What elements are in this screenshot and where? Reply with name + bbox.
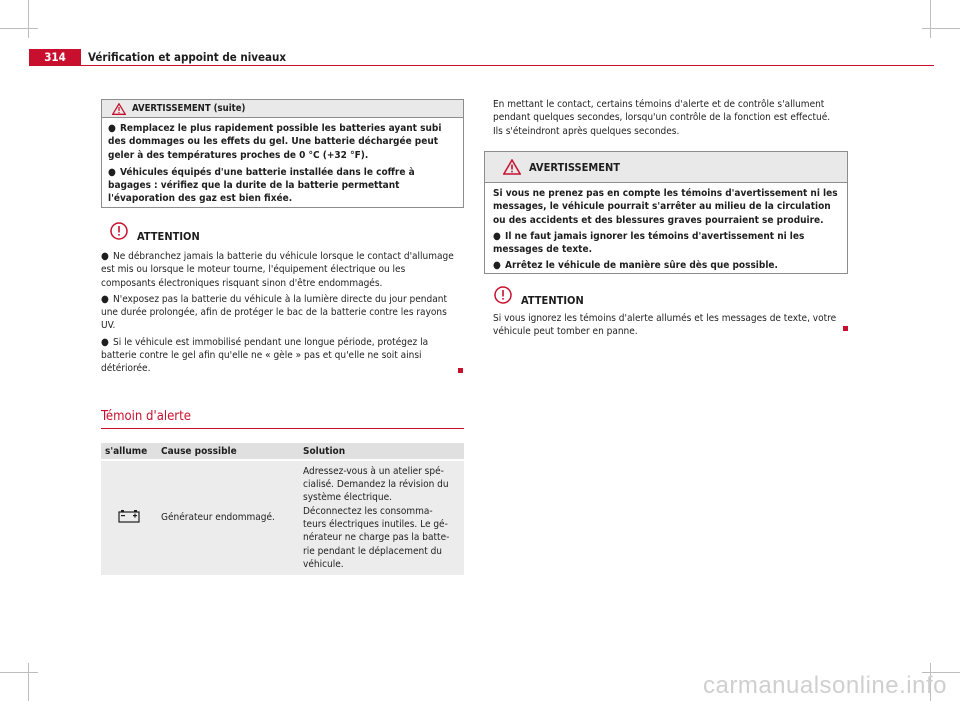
crop-mark: [28, 663, 29, 701]
bullet: ●: [493, 260, 501, 272]
table-cause-cell: Générateur endommagé.: [157, 460, 299, 575]
solution-line: véhicule.: [303, 558, 344, 570]
warning-box: [484, 151, 848, 274]
table-row: [101, 460, 464, 575]
table-solution-cell: [299, 460, 464, 575]
attention-item: [101, 250, 462, 290]
warning-triangle-icon: [503, 159, 521, 175]
warning-continued-title: AVERTISSEMENT (suite): [132, 103, 246, 114]
bullet: ●: [101, 336, 109, 348]
table-icon-cell: [101, 460, 157, 575]
crop-mark: [930, 0, 931, 38]
section-title: Témoin d'alerte: [101, 409, 191, 424]
end-marker: [843, 326, 848, 331]
battery-icon: [118, 509, 140, 523]
table-header-cell: Cause possible: [157, 443, 299, 460]
warning-item-text: Véhicules équipés d'une batterie installée dans le coffre à bagages : vérifiez que la durite de la batterie permettant l'évaporation des gaz est bien fixée.: [108, 166, 415, 205]
bullet: ●: [108, 166, 116, 178]
solution-line: nérateur ne charge pas la batte-: [303, 532, 450, 544]
solution-line: système électrique.: [303, 492, 392, 504]
attention-item-text: Ne débranchez jamais la batterie du véhicule lorsque le contact d'allumage est mis ou lorsque le moteur tourne, l'équipement électrique ou les composants électroniques risquant sinon d'être endommagés.: [101, 251, 454, 289]
attention-title: ATTENTION: [521, 294, 584, 307]
watermark: carmanualsonline.info: [703, 672, 947, 699]
table-header-cell: s'allume: [101, 443, 157, 460]
crop-mark: [0, 28, 38, 29]
warning-item: [108, 122, 457, 162]
warning-item: [108, 166, 457, 206]
intro-line: pendant quelques secondes, lorsqu'un contrôle de la fonction est effectué.: [493, 112, 831, 124]
bullet: ●: [101, 293, 109, 305]
bullet: ●: [101, 251, 109, 262]
table-header-row: [101, 443, 464, 460]
warning-triangle-icon: [112, 103, 126, 115]
intro-line: Ils s'éteindront après quelques secondes.: [493, 125, 680, 137]
attention-item-text: Si le véhicule est immobilisé pendant une longue période, protégez la batterie contre le gel afin qu'elle ne « gèle » pas et qu'elle ne soit ainsi détériorée.: [101, 336, 429, 375]
attention-item: [101, 336, 462, 376]
intro-line: En mettant le contact, certains témoins d'alerte et de contrôle s'allument: [493, 99, 825, 110]
solution-line: rie pendant le déplacement du: [303, 545, 443, 557]
attention-line: Si vous ignorez les témoins d'alerte allumés et les messages de texte, votre: [493, 313, 837, 324]
crop-mark: [0, 672, 38, 673]
warning-item: [493, 230, 839, 257]
solution-line: teurs électriques inutiles. Le gé-: [303, 519, 448, 530]
attention-body: [101, 250, 462, 376]
warning-title: AVERTISSEMENT: [529, 160, 621, 174]
warning-header: [485, 152, 847, 183]
bullet: ●: [493, 230, 501, 242]
attention-icon: [110, 222, 128, 240]
page-title: Vérification et appoint de niveaux: [88, 50, 287, 64]
solution-line: cialisé. Demandez la révision du: [303, 479, 449, 491]
intro-paragraph: [493, 98, 853, 138]
table-header-cell: Solution: [299, 443, 464, 460]
end-marker: [458, 368, 463, 373]
bullet: ●: [108, 123, 116, 134]
crop-mark: [28, 0, 29, 38]
warning-item-text: Si vous ne prenez pas en compte les témoins d'avertissement ni les messages, le véhicule pourrait s'arrêter au milieu de la circulation ou des accidents et des blessures graves pourraient se produire.: [493, 188, 838, 226]
attention-body: [493, 312, 853, 339]
attention-icon: [494, 286, 512, 304]
solution-line: Adressez-vous à un atelier spé-: [303, 465, 444, 477]
solution-line: Déconnectez les consomma-: [303, 505, 433, 517]
warning-item: [493, 259, 839, 272]
warning-item-text: Remplacez le plus rapidement possible les batteries ayant subi des dommages ou les effets du gel. Une batterie déchargée peut geler à des températures proches de 0 °C (+32 °F).: [108, 123, 442, 161]
warning-continued-box: [101, 99, 464, 208]
crop-mark: [922, 28, 960, 29]
attention-line: véhicule peut tomber en panne.: [493, 326, 638, 338]
attention-item-text: N'exposez pas la batterie du véhicule à la lumière directe du jour pendant une durée prolongée, afin de protéger le bac de la batterie contre les rayons UV.: [101, 293, 447, 332]
warning-item-text: Il ne faut jamais ignorer les témoins d'avertissement ni les messages de texte.: [493, 230, 805, 256]
warning-item: [493, 187, 839, 227]
attention-item: [101, 293, 462, 333]
header-rule: [81, 65, 934, 66]
attention-title: ATTENTION: [137, 230, 200, 243]
warning-item-text: Arrêtez le véhicule de manière sûre dès que possible.: [505, 260, 778, 272]
page-number: 314: [44, 50, 66, 64]
warning-continued-header: [102, 100, 463, 118]
warning-light-table: [101, 443, 464, 575]
section-rule: [101, 428, 464, 429]
